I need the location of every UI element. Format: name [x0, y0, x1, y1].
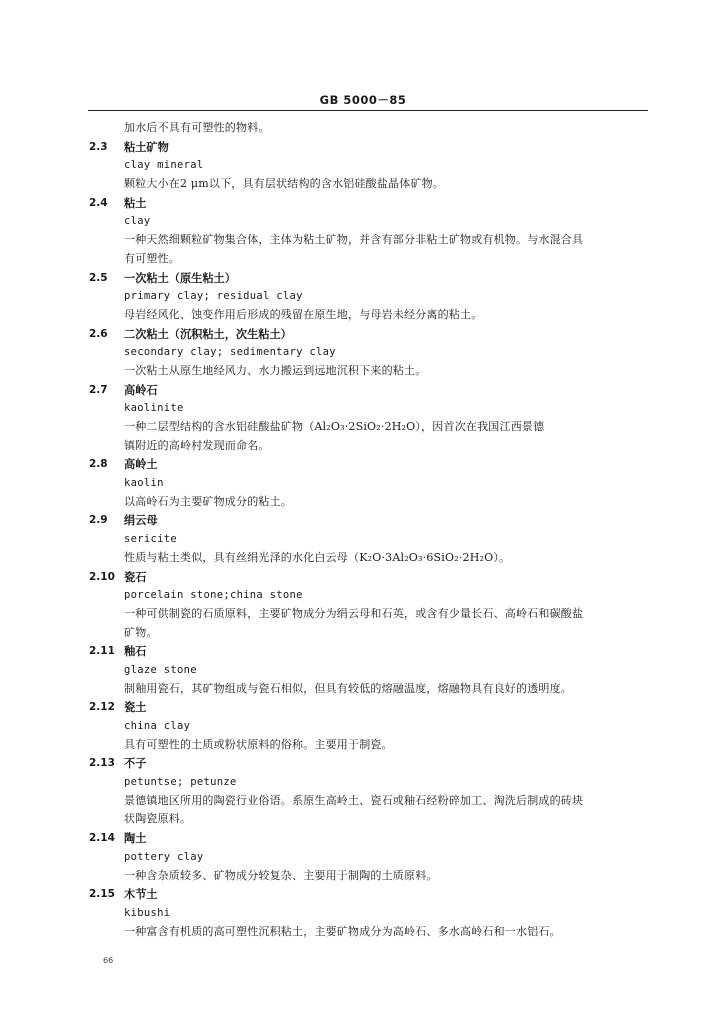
term-number: 2.9 [89, 514, 108, 527]
term-heading [0, 194, 726, 213]
term-chinese: 不子 [124, 756, 147, 771]
term-number: 2.12 [89, 701, 115, 714]
term-heading [0, 642, 726, 661]
term-chinese: 木节土 [124, 887, 158, 902]
term-heading [0, 829, 726, 848]
term-definition: 状陶瓷原料。 [124, 812, 192, 826]
term-chinese: 瓷石 [124, 569, 147, 584]
term-entry [0, 269, 726, 325]
term-definition: 一种二层型结构的含水铝硅酸盐矿物（Al₂O₃·2SiO₂·2H₂O），因首次在我国江西景德 [124, 420, 545, 433]
term-english: secondary clay; sedimentary clay [124, 346, 336, 359]
term-definition-line [0, 418, 726, 437]
page-number: 66 [103, 956, 114, 965]
term-definition-line [0, 923, 726, 942]
term-english-line [0, 156, 726, 175]
term-definition-line [0, 437, 726, 456]
term-definition: 以高岭石为主要矿物成分的粘土。 [124, 494, 292, 508]
term-english-line [0, 586, 726, 605]
term-number: 2.4 [89, 196, 108, 209]
term-heading [0, 455, 726, 474]
term-definition-line [0, 680, 726, 699]
term-english-line [0, 343, 726, 362]
term-definition: 镇附近的高岭村发现而命名。 [124, 438, 270, 452]
term-entry [0, 568, 726, 643]
term-entry [0, 325, 726, 381]
term-english-line [0, 773, 726, 792]
term-chinese: 瓷土 [124, 700, 147, 715]
term-english: primary clay; residual clay [124, 290, 303, 303]
term-chinese: 粘土矿物 [124, 139, 169, 154]
term-english-line [0, 530, 726, 549]
term-number: 2.10 [89, 570, 115, 583]
term-definition-line [0, 175, 726, 194]
term-english: clay mineral [124, 159, 204, 172]
page-header: GB 5000－85 [319, 93, 407, 107]
term-english: clay [124, 215, 151, 228]
term-definition: 具有可塑性的土质或粉状原料的俗称。主要用于制瓷。 [124, 737, 393, 751]
term-entry [0, 829, 726, 885]
term-entry [0, 138, 726, 194]
intro-text: 加水后不具有可塑性的物料。 [124, 121, 270, 134]
term-chinese: 二次粘土（沉积粘土，次生粘土） [124, 326, 292, 341]
term-definition-line [0, 605, 726, 624]
term-english: pottery clay [124, 850, 204, 863]
term-entry [0, 511, 726, 567]
term-entry [0, 754, 726, 829]
intro-line [0, 119, 726, 138]
term-heading [0, 754, 726, 773]
term-entry [0, 885, 726, 941]
term-definition: 颗粒大小在2 μm以下，具有层状结构的含水铝硅酸盐晶体矿物。 [124, 177, 445, 191]
term-entry [0, 698, 726, 754]
term-definition-line [0, 362, 726, 381]
term-chinese: 绢云母 [124, 513, 158, 528]
term-chinese: 高岭土 [124, 457, 158, 472]
term-definition-line [0, 231, 726, 250]
term-definition-line [0, 867, 726, 886]
term-definition-line [0, 493, 726, 512]
term-number: 2.14 [89, 832, 115, 845]
term-english: sericite [124, 533, 177, 546]
term-english-line [0, 848, 726, 867]
term-english: kaolin [124, 477, 164, 490]
term-definition-line [0, 810, 726, 829]
term-english-line [0, 212, 726, 231]
term-definition-line [0, 250, 726, 269]
term-chinese: 陶土 [124, 831, 147, 846]
term-entry [0, 642, 726, 698]
term-heading [0, 698, 726, 717]
term-definition-line [0, 306, 726, 325]
term-heading [0, 138, 726, 157]
term-english-line [0, 474, 726, 493]
header-divider [88, 110, 648, 111]
term-definition: 性质与粘土类似，具有丝绢光泽的水化白云母（K₂O·3Al₂O₃·6SiO₂·2H₂O）。 [124, 550, 511, 564]
term-heading [0, 381, 726, 400]
term-english: china clay [124, 720, 191, 732]
term-entry [0, 455, 726, 511]
entry-list [0, 138, 726, 942]
term-number: 2.3 [89, 140, 108, 153]
term-definition: 一种天然细颗粒矿物集合体，主体为粘土矿物，并含有部分非粘土矿物或有机物。与水混合具 [124, 233, 584, 247]
term-chinese: 釉石 [124, 644, 147, 659]
term-english-line [0, 904, 726, 923]
term-definition-line [0, 624, 726, 643]
term-definition: 一种富含有机质的高可塑性沉积粘土，主要矿物成分为高岭石、多水高岭石和一水铝石。 [124, 924, 561, 938]
term-definition: 景德镇地区所用的陶瓷行业俗语。系原生高岭土、瓷石或釉石经粉碎加工、淘洗后制成的砖块 [124, 793, 584, 807]
term-definition-line [0, 549, 726, 568]
term-definition: 有可塑性。 [124, 251, 180, 265]
term-definition: 制釉用瓷石，其矿物组成与瓷石相似，但具有较低的熔融温度，熔融物具有良好的透明度。 [124, 681, 572, 695]
term-english: kaolinite [124, 402, 184, 415]
term-definition: 矿物。 [124, 625, 158, 639]
term-chinese: 高岭石 [124, 382, 158, 397]
term-chinese: 粘土 [124, 195, 147, 210]
term-definition: 母岩经风化、蚀变作用后形成的残留在原生地，与母岩未经分离的粘土。 [124, 307, 483, 321]
term-heading [0, 568, 726, 587]
term-number: 2.5 [89, 271, 108, 284]
term-chinese: 一次粘土（原生粘土） [124, 270, 236, 285]
term-number: 2.15 [89, 888, 115, 901]
term-english: porcelain stone;china stone [124, 589, 303, 602]
term-heading [0, 885, 726, 904]
term-heading [0, 511, 726, 530]
term-english-line [0, 399, 726, 418]
term-definition: 一种含杂质较多、矿物成分较复杂、主要用于制陶的土质原料。 [124, 868, 438, 882]
term-definition-line [0, 792, 726, 811]
document-body [0, 119, 726, 941]
term-english-line [0, 661, 726, 680]
term-number: 2.13 [89, 757, 115, 770]
term-number: 2.8 [89, 458, 108, 471]
term-number: 2.6 [89, 327, 108, 340]
term-definition-line [0, 736, 726, 755]
term-english: glaze stone [124, 663, 197, 676]
term-english-line [0, 717, 726, 736]
term-definition: 一种可供制瓷的石质原料，主要矿物成分为绢云母和石英，或含有少量长石、高岭石和碳酸盐 [124, 606, 584, 620]
term-english-line [0, 287, 726, 306]
term-entry [0, 194, 726, 269]
term-number: 2.7 [89, 383, 108, 396]
term-heading [0, 325, 726, 344]
term-definition: 一次粘土从原生地经风力、水力搬运到远地沉积下来的粘土。 [124, 363, 427, 377]
term-heading [0, 269, 726, 288]
term-number: 2.11 [89, 645, 115, 658]
term-english: petuntse; petunze [124, 776, 237, 789]
term-entry [0, 381, 726, 456]
term-english: kibushi [124, 906, 171, 919]
